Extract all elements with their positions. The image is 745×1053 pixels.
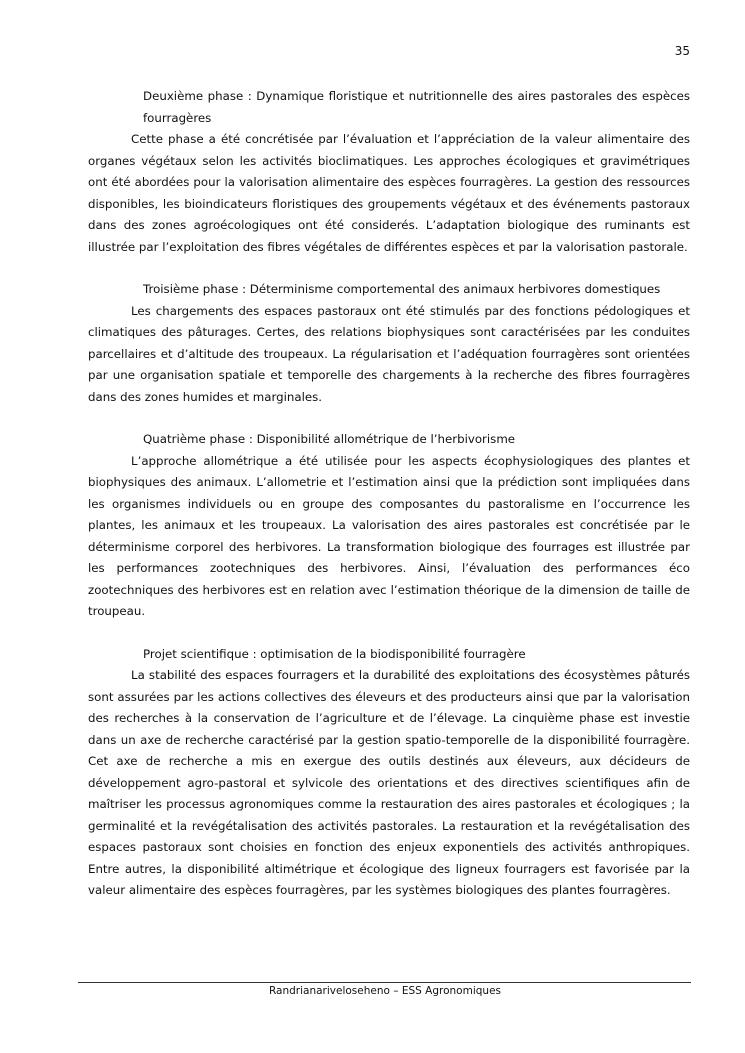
section-paragraph: Les chargements des espaces pastoraux ont été stimulés par des fonctions pédologiques et climatiques des pâturages. Certes, des relations biophysiques sont caractérisées par les conduites parcellaires et d’altitude des troupeaux. La régularisation et l’adéquation fourragères sont orientées par une organisation spatiale et temporelle des chargements à la recherche des fibres fourragères dans des zones humides et marginales. bbox=[88, 303, 690, 404]
section-paragraph: L’approche allométrique a été utilisée pour les aspects écophysiologiques des plantes et biophysiques des animaux. L’allometrie et l’estimation ainsi que la prédiction sont impliquées dans les organismes individuels ou en groupe des composantes du pastoralisme en l’occurrence les plantes, les animaux et les troupeaux. La valorisation des aires pastorales est concrétisée par le déterminisme corporel des herbivores. La transformation biologique des fourrages est illustrée par les performances zootechniques des herbivores. Ainsi, l’évaluation des performances éco zootechniques des herbivores est en relation avec l’estimation théorique de la dimension de taille de troupeau. bbox=[88, 453, 690, 618]
page-number: 35 bbox=[674, 44, 690, 58]
footer-divider bbox=[78, 982, 691, 983]
section-heading: Projet scientifique : optimisation de la biodisponibilité fourragère bbox=[143, 646, 526, 661]
section-paragraph: La stabilité des espaces fourragers et la durabilité des exploitations des écosystèmes pâturés sont assurées par les actions collectives des éleveurs et des producteurs ainsi que par la valorisation des recherches à la conservation de l’agriculture et de l’élevage. La cinquième phase est investie dans un axe de recherche caractérisé par la gestion spatio-temporelle de la disponibilité fourragère. Cet axe de recherche a mis en exergue des outils destinés aux éleveurs, aux décideurs de développement agro-pastoral et sylvicole des orientations et des directives scientifiques afin de maîtriser les processus agronomiques comme la restauration des aires pastorales et écologiques ; la germinalité et la revégétalisation des activités pastorales. La restauration et la revégétalisation des espaces pastoraux sont choisies en fonction des enjeux exponentiels des activités anthropiques. Entre autres, la disponibilité altimétrique et écologique des ligneux fourragers est favorisée par la valeur alimentaire des espèces fourragères, par les systèmes biologiques des plantes fourragères. bbox=[88, 668, 690, 897]
section-heading: Troisième phase : Déterminisme comportemental des animaux herbivores domestiques bbox=[143, 282, 661, 296]
footer-author: Randrianariveloseheno – ESS Agronomiques bbox=[268, 985, 501, 997]
section-heading: Quatrième phase : Disponibilité allométrique de l’herbivorisme bbox=[143, 432, 516, 446]
section-heading: Deuxième phase : Dynamique floristique et nutritionnelle des aires pastorales des espèces fourragères bbox=[143, 89, 690, 125]
document-body bbox=[88, 86, 690, 902]
section-paragraph: Cette phase a été concrétisée par l’évaluation et l’appréciation de la valeur alimentaire des organes végétaux selon les activités bioclimatiques. Les approches écologiques et gravimétriques ont été abordées pour la valorisation alimentaire des espèces fourragères. La gestion des ressources disponibles, les bioindicateurs floristiques des groupements végétaux et des événements pastoraux dans des zones agroécologiques ont été considerés. L’adaptation biologique des ruminants est illustrée par l’exploitation des fibres végétales de différentes espèces et par la valorisation pastorale. bbox=[88, 132, 690, 254]
